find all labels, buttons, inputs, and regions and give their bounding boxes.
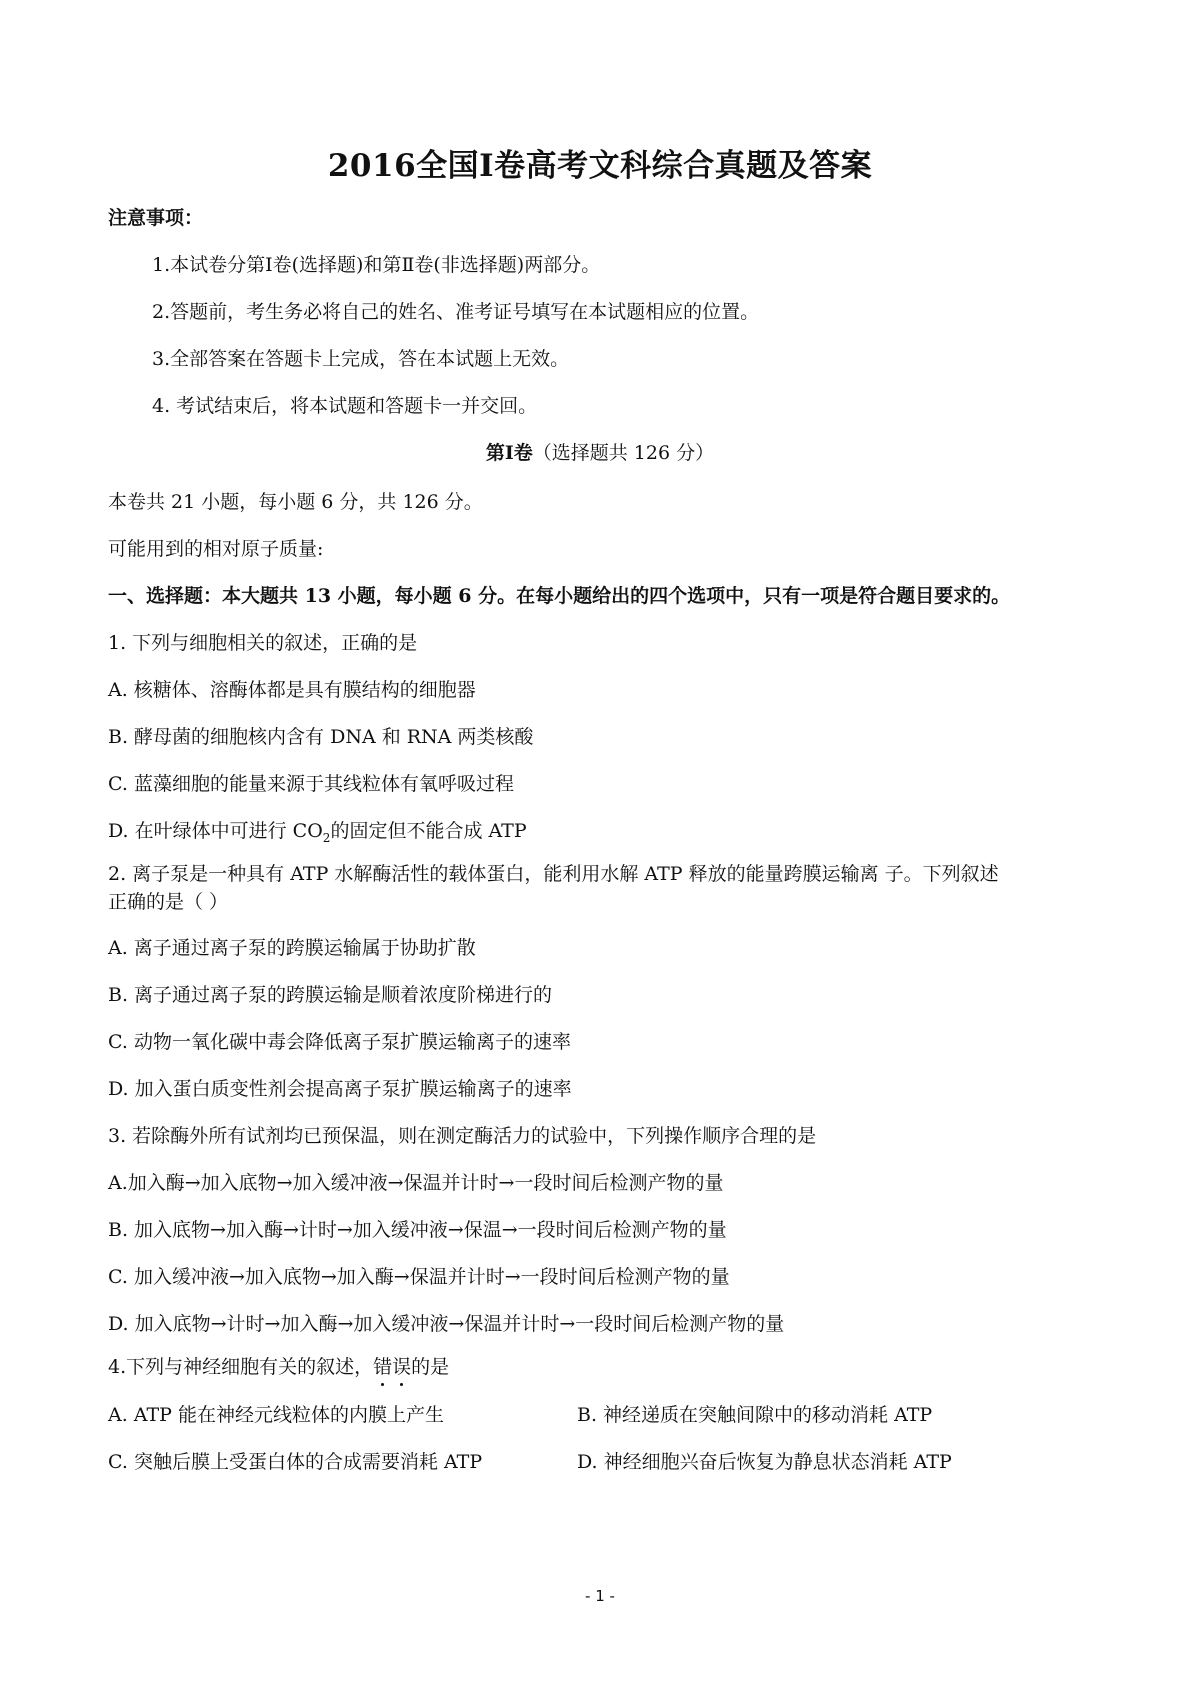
question-1-stem: 1. 下列与细胞相关的叙述，正确的是 <box>108 632 418 654</box>
section-heading <box>0 441 1200 465</box>
section-heading-label: 第Ⅰ卷 <box>485 442 533 464</box>
stem-text: 的是 <box>411 1356 450 1378</box>
emphasized-char: 错 <box>373 1356 393 1378</box>
question-3-option-c: C. 加入缓冲液→加入底物→加入酶→保温并计时→一段时间后检测产物的量 <box>108 1266 730 1288</box>
question-1-option-a: A. 核糖体、溶酶体都是具有膜结构的细胞器 <box>108 679 476 701</box>
note-item: 2.答题前，考生务必将自己的姓名、准考证号填写在本试题相应的位置。 <box>152 301 760 323</box>
question-3-stem: 3. 若除酶外所有试剂均已预保温，则在测定酶活力的试验中，下列操作顺序合理的是 <box>108 1125 817 1147</box>
question-4-option-b: B. 神经递质在突触间隙中的移动消耗 ATP <box>577 1404 933 1426</box>
option-text: D. 在叶绿体中可进行 CO <box>108 820 323 842</box>
question-1-option-c: C. 蓝藻细胞的能量来源于其线粒体有氧呼吸过程 <box>108 773 514 795</box>
question-2-option-d: D. 加入蛋白质变性剂会提高离子泵扩膜运输离子的速率 <box>108 1078 572 1100</box>
question-3-option-d: D. 加入底物→计时→加入酶→加入缓冲液→保温并计时→一段时间后检测产物的量 <box>108 1313 785 1335</box>
question-2-stem-cont: 正确的是（ ） <box>108 891 229 913</box>
subscript: 2 <box>322 830 331 845</box>
option-text: 的固定但不能合成 ATP <box>330 820 527 842</box>
question-3-option-a: A.加入酶→加入底物→加入缓冲液→保温并计时→一段时间后检测产物的量 <box>108 1172 724 1194</box>
section-intro: 本卷共 21 小题，每小题 6 分，共 126 分。 <box>108 491 483 513</box>
page-title: 2016全国Ⅰ卷高考文科综合真题及答案 <box>327 148 873 184</box>
question-4-option-c: C. 突触后膜上受蛋白体的合成需要消耗 ATP <box>108 1451 483 1473</box>
question-3-option-b: B. 加入底物→加入酶→计时→加入缓冲液→保温→一段时间后检测产物的量 <box>108 1219 727 1241</box>
emphasized-char: 误 <box>392 1356 412 1378</box>
note-item: 4. 考试结束后，将本试题和答题卡一并交回。 <box>152 395 538 417</box>
page-number: - 1 - <box>585 1587 615 1605</box>
question-4-option-a: A. ATP 能在神经元线粒体的内膜上产生 <box>108 1404 444 1426</box>
question-4-option-d: D. 神经细胞兴奋后恢复为静息状态消耗 ATP <box>577 1451 952 1473</box>
question-1-option-d <box>108 819 527 850</box>
section-heading-detail: （选择题共 126 分） <box>532 442 715 464</box>
question-2-option-c: C. 动物一氧化碳中毒会降低离子泵扩膜运输离子的速率 <box>108 1031 571 1053</box>
question-4-stem <box>108 1355 449 1379</box>
notes-heading: 注意事项： <box>108 207 204 229</box>
note-item: 3.全部答案在答题卡上完成，答在本试题上无效。 <box>152 348 570 370</box>
stem-text: 4.下列与神经细胞有关的叙述， <box>108 1356 374 1378</box>
atomic-mass-line: 可能用到的相对原子质量: <box>108 538 324 560</box>
question-2-option-b: B. 离子通过离子泵的跨膜运输是顺着浓度阶梯进行的 <box>108 984 553 1006</box>
question-2-option-a: A. 离子通过离子泵的跨膜运输属于协助扩散 <box>108 937 476 959</box>
question-2-stem: 2. 离子泵是一种具有 ATP 水解酶活性的载体蛋白，能利用水解 ATP 释放的能量跨膜运输离 子。下列叙述 <box>108 863 999 885</box>
note-item: 1.本试卷分第Ⅰ卷(选择题)和第Ⅱ卷(非选择题)两部分。 <box>152 254 601 276</box>
question-1-option-b: B. 酵母菌的细胞核内含有 DNA 和 RNA 两类核酸 <box>108 726 534 748</box>
part-heading: 一、选择题：本大题共 13 小题，每小题 6 分。在每小题给出的四个选项中，只有一项是符合题目要求的。 <box>108 585 1011 607</box>
